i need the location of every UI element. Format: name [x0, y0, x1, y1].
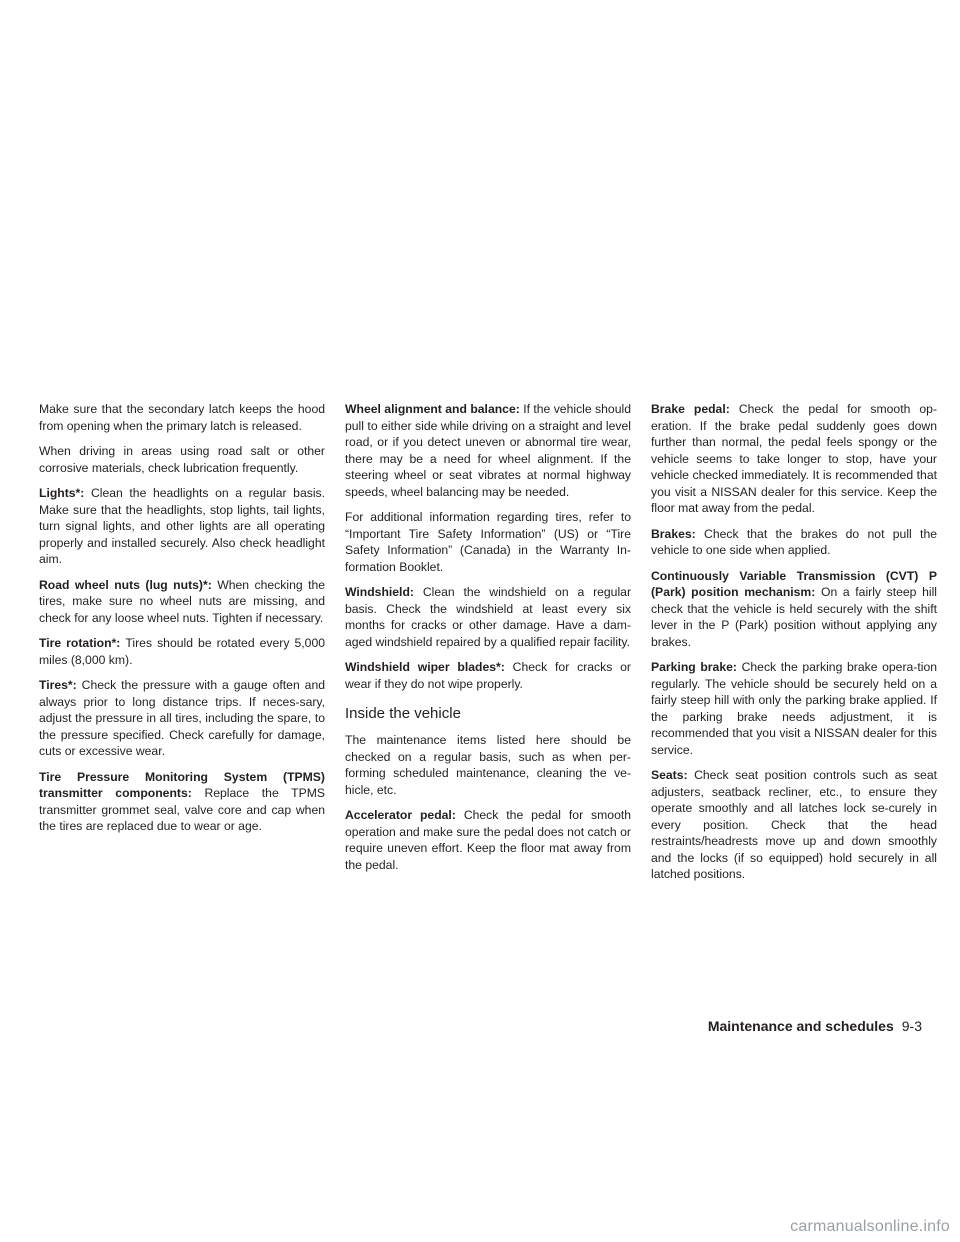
term-cvt-park: Continuously Variable Transmission (CVT) P (Park) position mechanism:: [651, 568, 937, 599]
page-number: 9-3: [901, 1018, 922, 1034]
term-tire-rotation: Tire rotation*:: [39, 636, 121, 650]
column-right: [651, 401, 937, 892]
term-windshield: Windshield:: [345, 585, 414, 599]
column-middle: [345, 401, 631, 882]
text-wheel-nuts: When checking the tires, make sure no wheel nuts are missing, and check for any loose wheel nuts. Tighten if necessary.: [39, 577, 326, 625]
term-wheel-nuts: Road wheel nuts (lug nuts)*:: [39, 577, 212, 592]
item-windshield: [345, 584, 631, 650]
watermark-text: carmanualsonline.info: [790, 1218, 950, 1235]
paragraph-inside-intro: The maintenance items listed here should be checked on a regular basis, such as when per-forming scheduled maintenance, cleaning the ve-hicle, etc.: [345, 733, 631, 797]
term-wiper-blades: Windshield wiper blades*:: [345, 660, 505, 674]
text-accelerator-pedal: Check the pedal for smooth operation and make sure the pedal does not catch or require uneven effort. Keep the floor mat away from the pedal.: [345, 808, 632, 872]
text-windshield: Clean the windshield on a regular basis. Check the windshield at least every six months for cracks or other damage. Have a dam-aged windshield repaired by a qualified repair facility.: [345, 585, 632, 649]
item-tpms: [39, 769, 325, 835]
paragraph-road-salt: When driving in areas using road salt or other corrosive materials, check lubrication frequently.: [39, 444, 325, 475]
text-tires: Check the pressure with a gauge often and always prior to long distance trips. If neces-sary, adjust the pressure in all tires, including the spare, to the pressure specified. Check carefully for damage, cuts or excessive wear.: [39, 678, 325, 758]
text-wheel-alignment: If the vehicle should pull to either side while driving on a straight and level road, or if you detect uneven or abnormal tire wear, there may be a need for wheel alignment. If the steering wheel or seat vibrates at normal highway speeds, wheel balancing may be needed.: [345, 402, 631, 499]
footer-section-title: Maintenance and schedules: [707, 1018, 894, 1034]
page-footer: [708, 1018, 922, 1034]
term-brake-pedal: Brake pedal:: [651, 402, 730, 416]
text-brake-pedal: Check the pedal for smooth op-eration. If the brake pedal suddenly goes down further than normal, the pedal feels spongy or the vehicle seems to take longer to stop, have your vehicle checked immediately. It is recommended that you visit a NISSAN dealer for this service. Keep the floor mat away from the pedal.: [651, 402, 938, 515]
paragraph-secondary-latch: Make sure that the secondary latch keeps the hood from opening when the primary latch is released.: [39, 402, 325, 433]
column-left: [39, 401, 325, 844]
text-brakes: Check that the brakes do not pull the vehicle to one side when applied.: [651, 526, 937, 557]
item-lights: [39, 485, 325, 568]
item-brakes: [651, 526, 937, 559]
item-brake-pedal: [651, 401, 937, 517]
item-accelerator-pedal: [345, 807, 631, 873]
item-wheel-alignment: [345, 401, 631, 500]
section-heading-inside-vehicle: Inside the vehicle: [345, 705, 461, 722]
term-tires: Tires*:: [39, 678, 77, 692]
text-tpms: Replace the TPMS transmitter grommet seal, valve core and cap when the tires are replaced due to wear or age.: [39, 786, 326, 833]
text-wiper-blades: Check for cracks or wear if they do not wipe properly.: [345, 660, 631, 691]
item-seats: [651, 767, 937, 883]
term-parking-brake: Parking brake:: [651, 660, 737, 674]
term-wheel-alignment: Wheel alignment and balance:: [345, 402, 520, 416]
term-brakes: Brakes:: [651, 526, 696, 541]
item-tire-rotation: [39, 635, 325, 668]
item-parking-brake: [651, 659, 937, 758]
term-lights: Lights*:: [39, 486, 85, 500]
text-seats: Check seat position controls such as seat adjusters, seatback recliner, etc., to ensure they operate smoothly and all latches lock se-curely in every position. Check that the head restraints/headrests move up and down smoothly and the locks (if so equipped) hold securely in all latched positions.: [651, 768, 937, 881]
term-seats: Seats:: [651, 768, 688, 782]
text-tire-rotation: Tires should be rotated every 5,000 miles (8,000 km).: [39, 636, 325, 667]
text-lights: Clean the headlights on a regular basis. Make sure that the headlights, stop lights, tail lights, turn signal lights, and other lights are all operating properly and installed securely. Also check headlight aim.: [39, 486, 326, 566]
item-wheel-nuts: [39, 577, 325, 627]
term-accelerator-pedal: Accelerator pedal:: [345, 808, 456, 822]
paragraph-tire-info: For additional information regarding tires, refer to “Important Tire Safety Information” (US) or “Tire Safety Information” (Canada) in the Warranty In-formation Booklet.: [345, 510, 631, 574]
text-parking-brake: Check the parking brake opera-tion regularly. The vehicle should be securely held on a fairly steep hill with only the parking brake applied. If the parking brake needs adjustment, it is recommended that you visit a NISSAN dealer for this service.: [651, 660, 938, 757]
item-tires: [39, 677, 325, 760]
text-cvt-park: On a fairly steep hill check that the vehicle is held securely with the shift lever in the P (Park) position without applying any brakes.: [651, 585, 937, 649]
item-cvt-park: [651, 568, 937, 651]
term-tpms: Tire Pressure Monitoring System (TPMS) transmitter components:: [39, 769, 325, 800]
item-wiper-blades: [345, 659, 631, 692]
